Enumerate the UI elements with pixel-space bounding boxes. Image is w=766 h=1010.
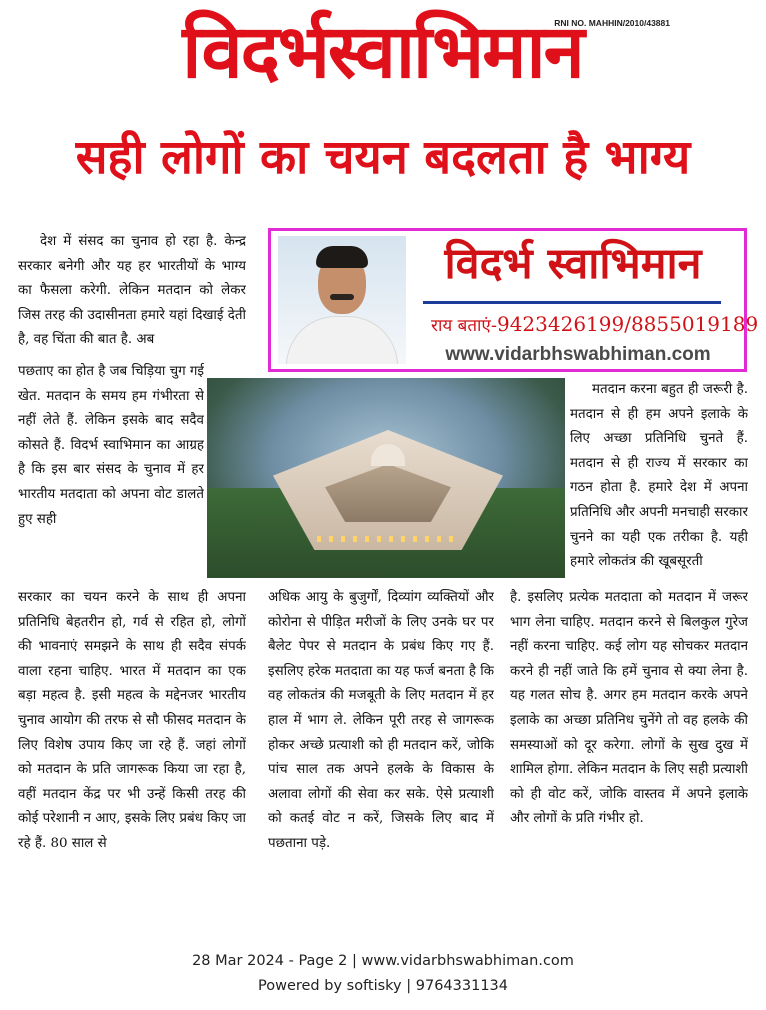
advertisement-box	[268, 228, 759, 372]
article-paragraph: अधिक आयु के बुजुर्गों, दिव्यांग व्यक्तियों और कोरोना से पीड़ित मरीजों के लिए उनके घर पर बैलेट पेपर से मतदान के प्रबंध किए गए हैं. इसलिए हरेक मतदाता का यह फर्ज बनता है कि वह लोकतंत्र की मजबूती के लिए मतदान में हर हाल में भाग ले. लेकिन पूरी तरह से जागरूक होकर अच्छे प्रत्याशी को ही मतदान करें, जोकि पांच साल तक अपने हलके के विकास के अलावा लोगों की सेवा कर सके. ऐसे प्रत्याशी को कतई वोट न करें, जिसके लिए बाद में पछताना पड़े.	[268, 590, 494, 851]
article-paragraph: है. इसलिए प्रत्येक मतदाता को मतदान में जरूर भाग लेना चाहिए. मतदान करने से बिलकुल गुरेज नहीं करना चाहिए. कई लोग यह सोचकर मतदान करने ही नहीं जाते कि हमें चुनाव से क्या लेना है. यह गलत सोच है. अगर हम मतदान करके अपने इलाके का अच्छा प्रतिनिध चुनेंगे तो वह हलके की समस्याओं को दूर करेगा. लोगों के सुख दुख में शामिल होगा. लेकिन मतदान के लिए सही प्रत्याशी को ही वोट करें, जोकि वास्तव में अपने इलाके और लोगों के प्रति गंभीर हो.	[510, 590, 748, 827]
advertiser-photo	[278, 236, 406, 364]
article-col2	[268, 586, 494, 932]
article-paragraph: देश में संसद का चुनाव हो रहा है. केन्द्र सरकार बनेगी और यह हर भारतीयों के भाग्य का फैसला करेगी. लेकिन मतदान को लेकर जिस तरह की उदासीनता हमारे यहां दिखाई देती है, वह चिंता की बात है. अब	[18, 234, 246, 348]
ad-url[interactable]: www.vidarbhswabhiman.com	[445, 344, 711, 365]
photo-moustache	[330, 294, 354, 300]
article-col3-bottom	[510, 586, 748, 932]
ad-phone	[431, 309, 759, 339]
article-col1-bottom	[18, 586, 246, 932]
article-paragraph: पछताए का होत है जब चिड़िया चुग गई खेत. मतदान के समय हम गंभीरता से नहीं लेते हैं. लेकिन इसके बाद सदैव कोसते हैं. विदर्भ स्वाभिमान का आग्रह है कि इस बार संसद के चुनाव में हर भारतीय मतदाता को अपना वोट डालते हुए सही	[18, 364, 204, 527]
photo-hair	[316, 246, 368, 268]
masthead: विदर्भस्वाभिमान	[182, 9, 583, 95]
ad-phone-numbers: 9423426199/8855019189	[496, 312, 759, 336]
article-paragraph: सरकार का चयन करने के साथ ही अपना प्रतिनिधि बेहतरीन हो, गर्व से रहित हो, लोगों की भावनाएं समझने के साथ ही सदैव संपर्क वाला रहना चाहिए. भारत में मतदान का एक बड़ा महत्व है. इसी महत्व के मद्देनजर भारतीय चुनाव आयोग की तरफ से सौ फीसद मतदान के लिए विशेष उपाय किए जा रहे हैं. जहां लोगों को मतदान के प्रति जागरूक किया जा रहा है, वहीं मतदान केंद्र पर भी उन्हें किसी तरह की कोई परेशानी न आए, इसके लिए प्रबंध किए जा रहे हैं. 80 साल से	[18, 590, 246, 851]
article-col1-top	[18, 230, 246, 378]
article-col1-mid	[18, 360, 204, 582]
ad-phone-label: राय बताएं-	[431, 316, 497, 336]
photo-lights	[317, 536, 457, 542]
photo-shirt	[286, 316, 398, 364]
footer-date-page: 28 Mar 2024 - Page 2 | www.vidarbhswabhiman.com	[192, 953, 574, 969]
headline: सही लोगों का चयन बदलता है भाग्य	[75, 130, 691, 185]
rni-number: RNI NO. MAHHIN/2010/43881	[554, 18, 670, 28]
parliament-photo	[207, 378, 565, 578]
article-paragraph: मतदान करना बहुत ही जरूरी है. मतदान से ही हम अपने इलाके के लिए अच्छा प्रतिनिधि चुनते हैं. मतदान से ही राज्य में सरकार का गठन होता है. हमारे देश में अपना प्रतिनिधि और अपनी मनचाही सरकार चुनने का यही एक तरीका है. यही हमारे लोकतंत्र की खूबसूरती	[570, 382, 748, 570]
ad-divider	[423, 301, 721, 304]
ad-title: विदर्भ स्वाभिमान	[444, 239, 702, 289]
footer-powered-by: Powered by softisky | 9764331134	[257, 978, 508, 994]
article-col3-top	[570, 378, 748, 584]
